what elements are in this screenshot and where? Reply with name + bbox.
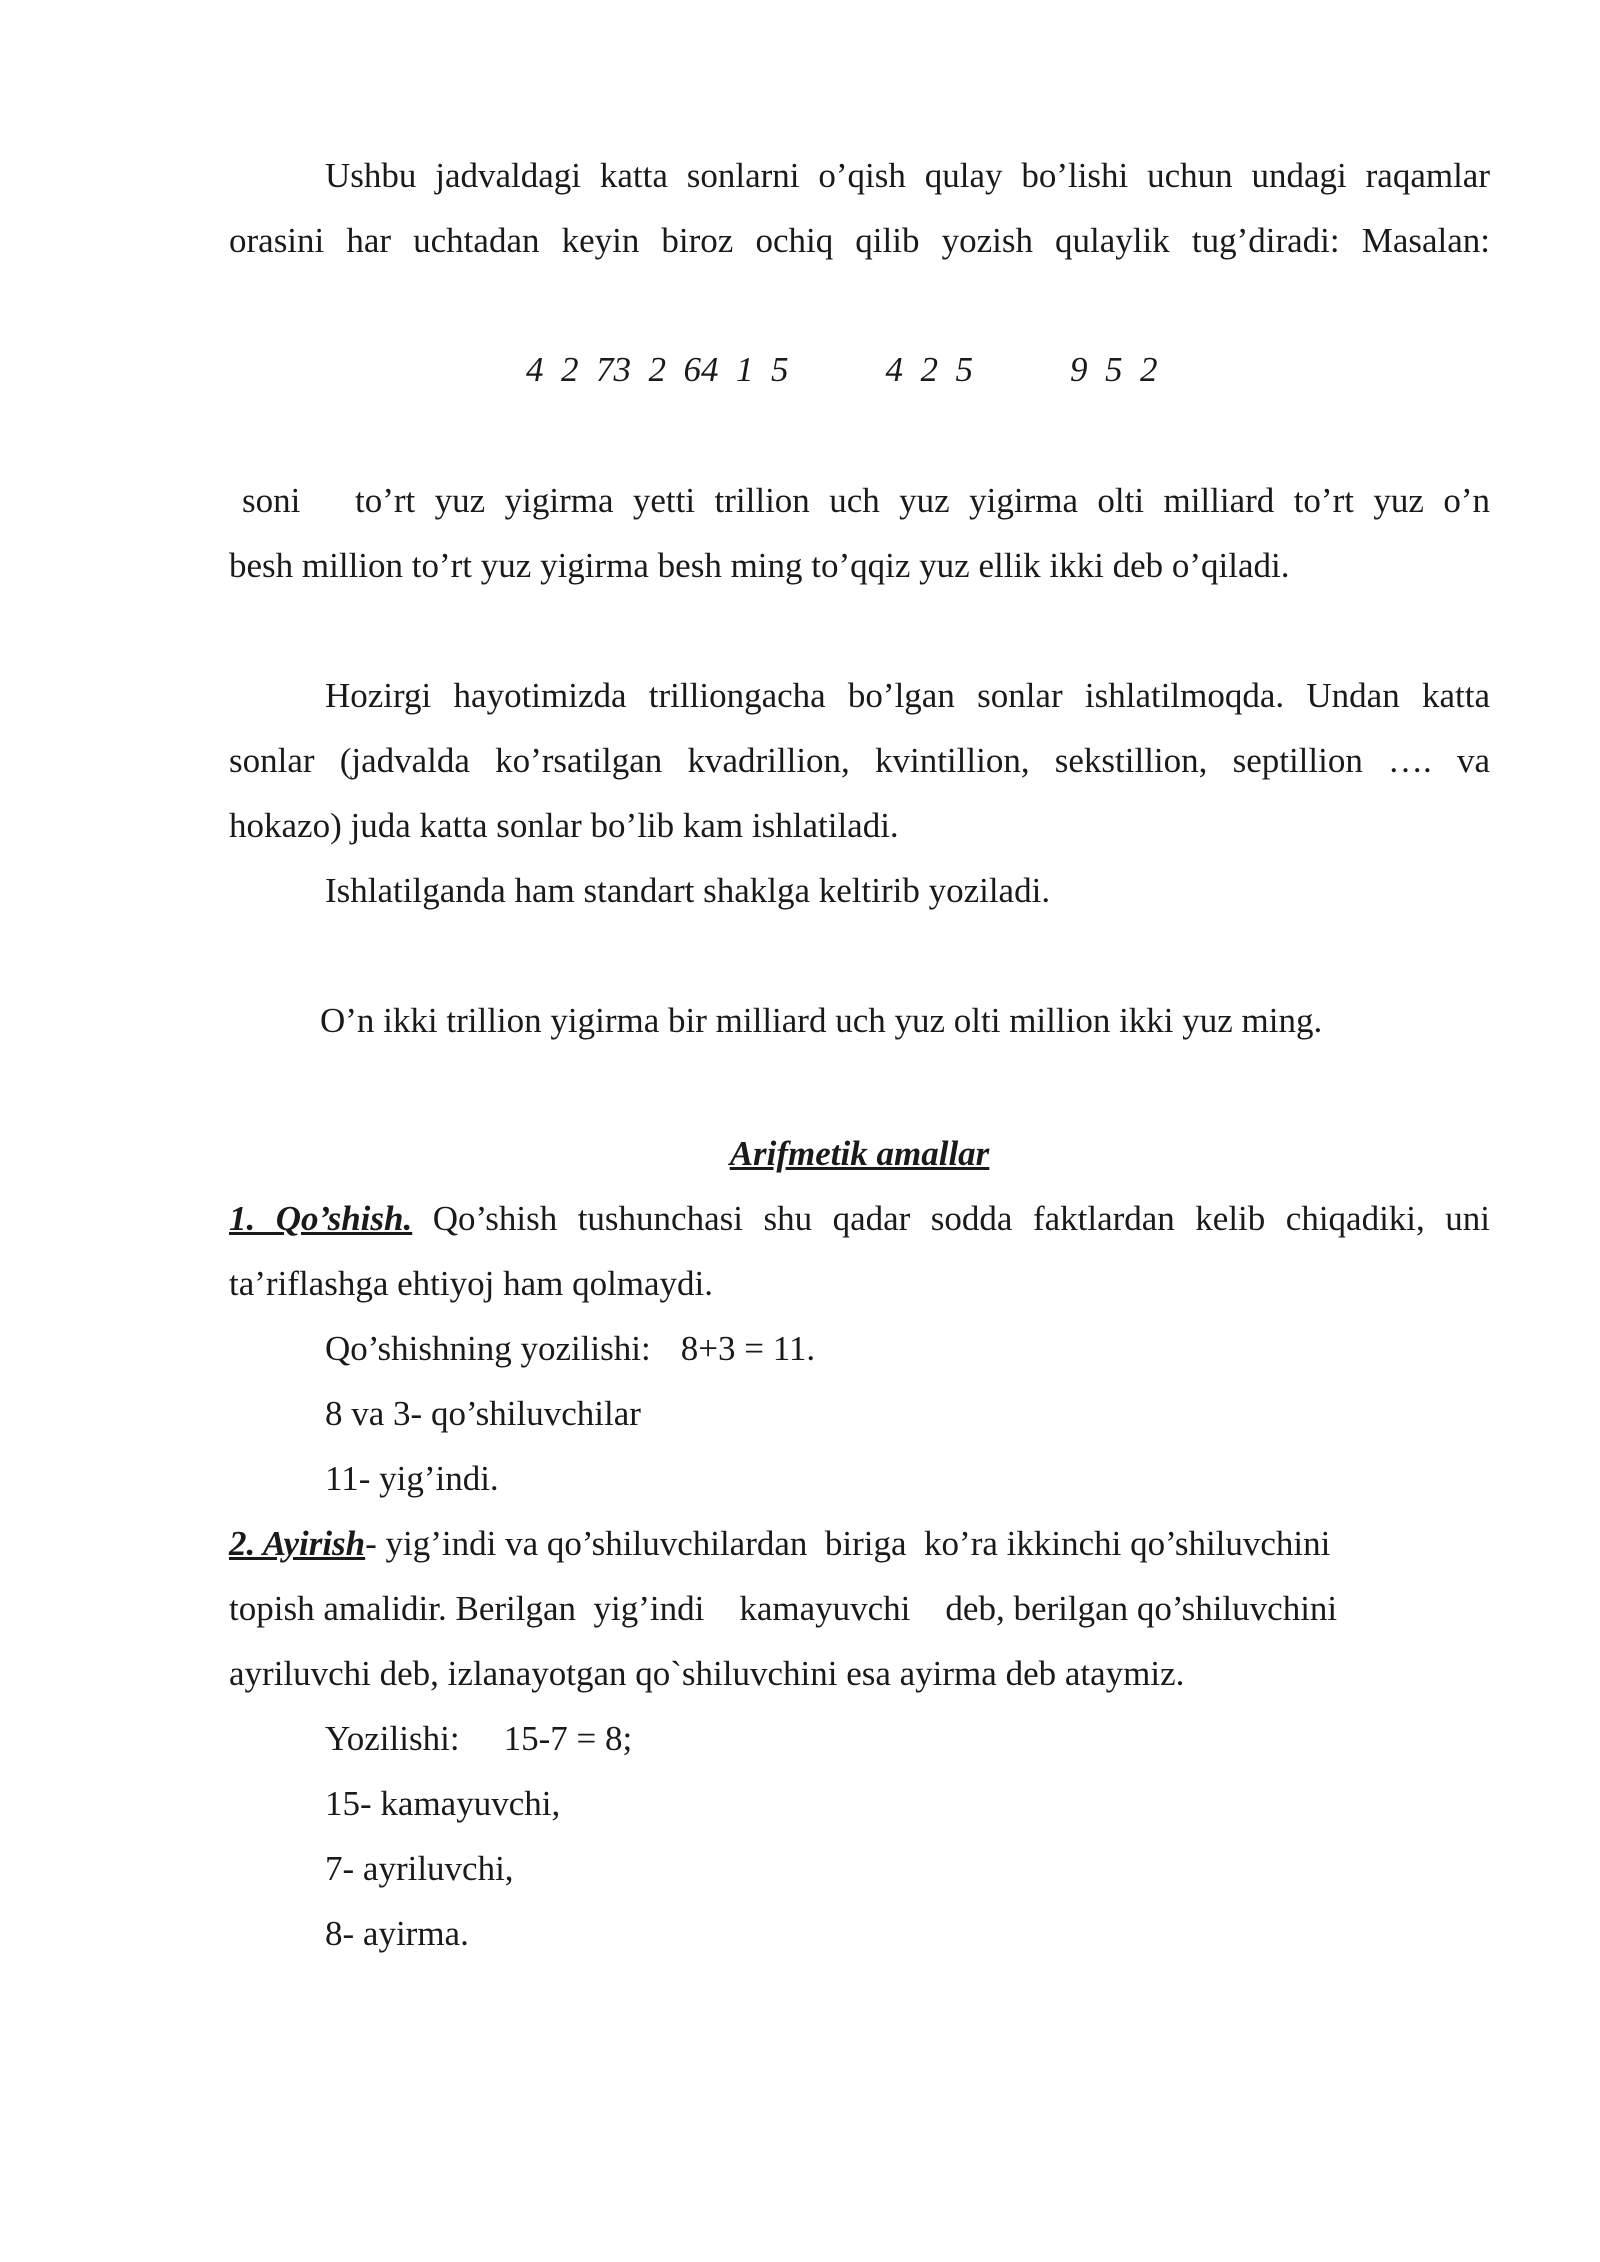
- addition-addends: 8 va 3- qo’shiluvchilar: [325, 1394, 641, 1433]
- number-group-2: 4 2 5: [885, 350, 973, 389]
- paragraph-1-line-1: Ushbu jadvaldagi katta sonlarni o’qish qulay bo’lishi uchun undagi raqamlar: [325, 156, 1490, 195]
- subtraction-notation-expr: 15-7 = 8;: [503, 1719, 633, 1758]
- addition-line-2: ta’riflashga ehtiyoj ham qolmaydi.: [229, 1264, 714, 1303]
- subtraction-line-1-text: - yig’indi va qo’shiluvchilardan biriga ko’ra ikkinchi qo’shiluvchini: [365, 1524, 1331, 1563]
- subtraction-notation-label: Yozilishi:: [325, 1719, 460, 1758]
- subtraction-difference: 8- ayirma.: [325, 1914, 469, 1953]
- addition-term: 1. Qo’shish.: [229, 1199, 413, 1238]
- subtraction-minuend: 15- kamayuvchi,: [325, 1784, 561, 1823]
- paragraph-3-line-2: sonlar (jadvalda ko’rsatilgan kvadrillion, kvintillion, sekstillion, septillion …. va: [229, 741, 1490, 780]
- paragraph-3-line-1: Hozirgi hayotimizda trilliongacha bo’lgan sonlar ishlatilmoqda. Undan katta: [325, 676, 1490, 715]
- subtraction-line-3: ayriluvchi deb, izlanayotgan qo`shiluvchini esa ayirma deb ataymiz.: [229, 1654, 1185, 1693]
- addition-sum: 11- yig’indi.: [325, 1459, 499, 1498]
- subtraction-line-1: [229, 1521, 1330, 1567]
- number-group-3: 9 5 2: [1070, 350, 1158, 389]
- example-number: [526, 347, 1158, 393]
- addition-notation: [325, 1326, 815, 1372]
- number-group-1: 4 2 73 2 64 1 5: [526, 350, 789, 389]
- paragraph-3-line-3: hokazo) juda katta sonlar bo’lib kam ishlatiladi.: [229, 806, 899, 845]
- addition-notation-expr: 8+3 = 11.: [680, 1329, 816, 1368]
- paragraph-2-line-1: to’rt yuz yigirma yetti trillion uch yuz yigirma olti milliard to’rt yuz o’n: [355, 481, 1490, 520]
- subtraction-subtrahend: 7- ayriluvchi,: [325, 1849, 514, 1888]
- addition-notation-label: Qo’shishning yozilishi:: [325, 1329, 651, 1368]
- subtraction-term: 2. Ayirish: [229, 1524, 366, 1563]
- document-page: [229, 0, 1490, 2262]
- paragraph-3-line-4: Ishlatilganda ham standart shaklga keltirib yoziladi.: [325, 871, 1051, 910]
- subtraction-notation: [325, 1716, 632, 1762]
- soni-word: soni: [242, 481, 301, 520]
- section-title: Arifmetik amallar: [729, 1134, 990, 1173]
- paragraph-1-line-2: orasini har uchtadan keyin biroz ochiq qilib yozish qulaylik tug’diradi: Masalan:: [229, 221, 1490, 260]
- subtraction-line-2: topish amalidir. Berilgan yig’indi kamayuvchi deb, berilgan qo’shiluvchini: [229, 1589, 1338, 1628]
- paragraph-2-line-2: besh million to’rt yuz yigirma besh ming to’qqiz yuz ellik ikki deb o’qiladi.: [229, 546, 1290, 585]
- paragraph-4-line-1: O’n ikki trillion yigirma bir milliard uch yuz olti million ikki yuz ming.: [320, 1001, 1323, 1040]
- addition-line-1-text: Qo’shish tushunchasi shu qadar sodda faktlardan kelib chiqadiki, uni: [412, 1199, 1490, 1238]
- addition-line-1: [229, 1196, 1490, 1242]
